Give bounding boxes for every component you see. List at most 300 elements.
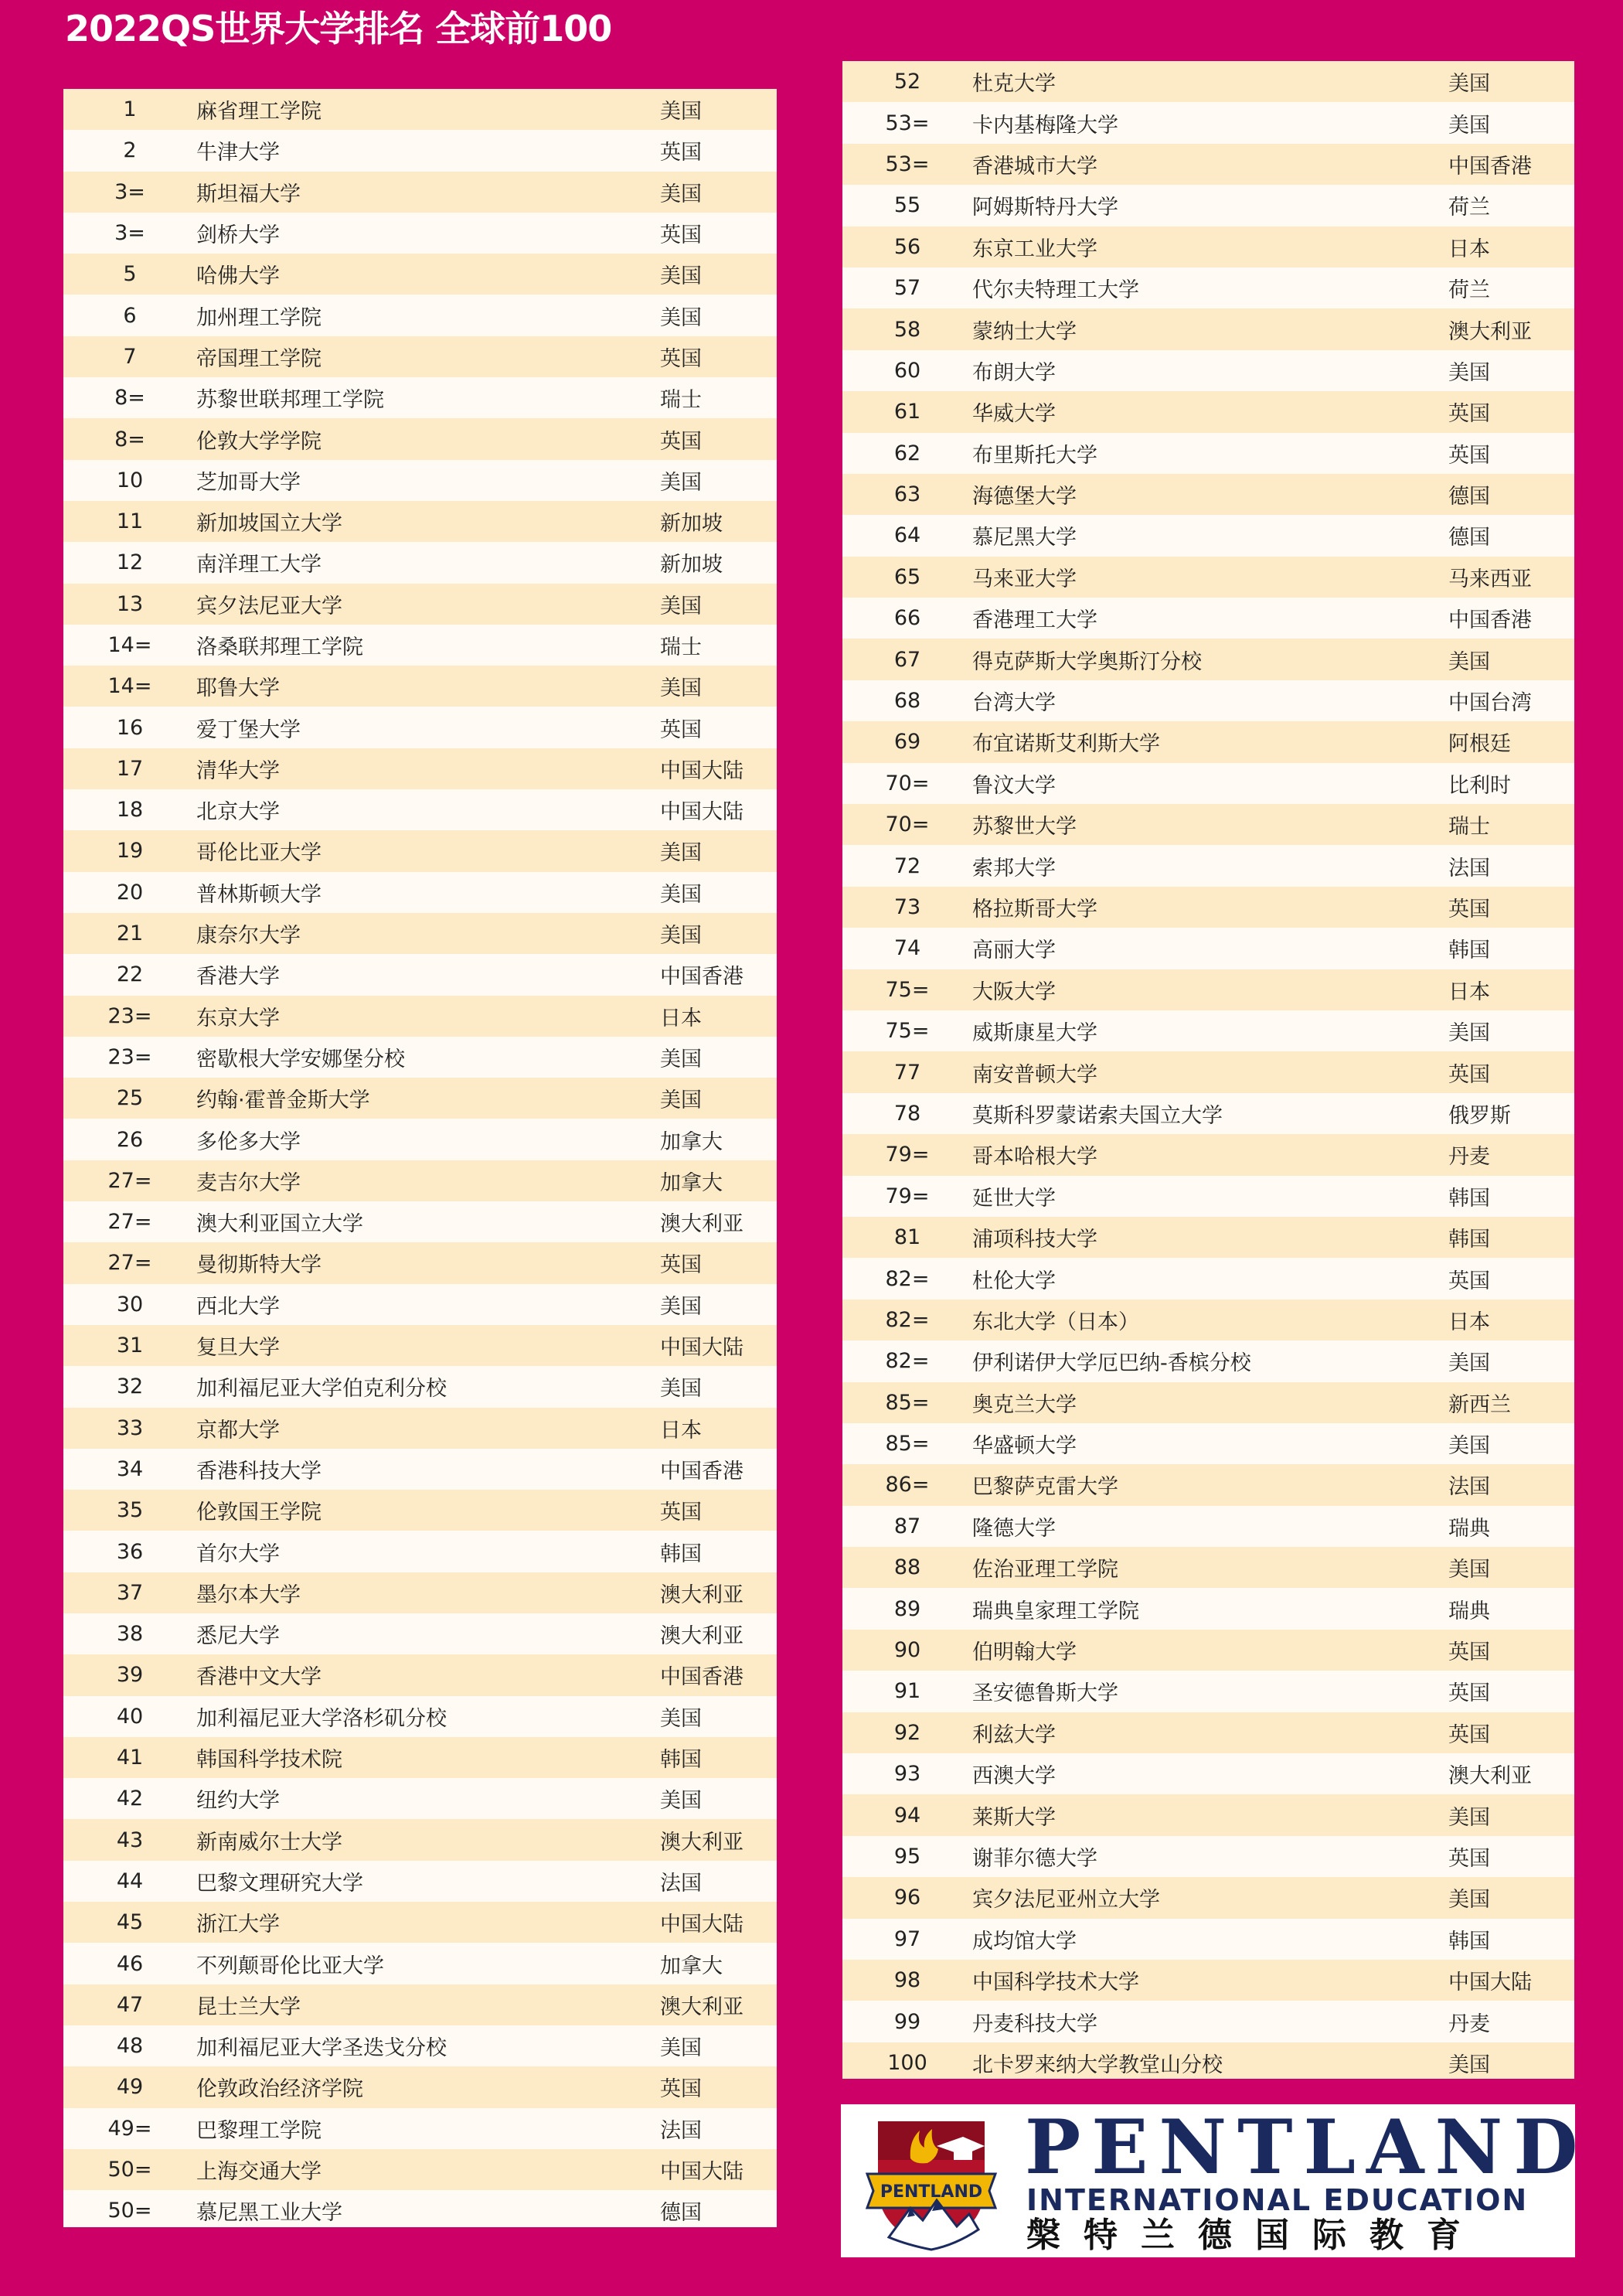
- table-row: [63, 1613, 777, 1654]
- university-name-cell: 西澳大学: [972, 1764, 1056, 1789]
- table-row: [63, 830, 777, 871]
- country-cell: 韩国: [660, 1541, 702, 1566]
- university-name-cell: 麦吉尔大学: [196, 1170, 301, 1195]
- country-cell: 美国: [660, 100, 702, 124]
- table-row: [63, 295, 777, 336]
- university-name-cell: 墨尔本大学: [196, 1582, 301, 1607]
- university-name-cell: 普林斯顿大学: [196, 882, 322, 907]
- rank-cell: 75=: [885, 977, 930, 1002]
- table-row: [842, 598, 1574, 639]
- rank-cell: 93: [893, 1762, 921, 1787]
- country-cell: 英国: [1448, 443, 1490, 468]
- table-row: [63, 1984, 777, 2025]
- country-cell: 中国大陆: [660, 1336, 743, 1361]
- country-cell: 英国: [660, 1253, 702, 1278]
- university-name-cell: 清华大学: [196, 758, 280, 783]
- rank-cell: 32: [116, 1375, 144, 1399]
- rank-cell: 91: [893, 1679, 921, 1704]
- rank-cell: 97: [893, 1926, 921, 1951]
- rank-cell: 43: [116, 1828, 144, 1852]
- rank-cell: 100: [887, 2050, 927, 2075]
- country-cell: 俄罗斯: [1448, 1103, 1511, 1128]
- country-cell: 英国: [660, 1501, 702, 1525]
- rank-cell: 49=: [107, 2116, 152, 2141]
- university-name-cell: 哥伦比亚大学: [196, 841, 322, 866]
- rank-cell: 44: [116, 1868, 144, 1893]
- table-row: [842, 1010, 1574, 1051]
- university-name-cell: 香港科技大学: [196, 1459, 322, 1484]
- university-name-cell: 香港中文大学: [196, 1665, 322, 1690]
- country-cell: 日本: [1448, 979, 1490, 1004]
- rank-cell: 25: [116, 1086, 144, 1111]
- table-row: [63, 172, 777, 213]
- country-cell: 澳大利亚: [660, 1624, 743, 1649]
- university-name-cell: 伦敦国王学院: [196, 1501, 322, 1525]
- university-name-cell: 伯明翰大学: [972, 1640, 1077, 1665]
- rank-cell: 27=: [107, 1210, 152, 1235]
- university-name-cell: 昆士兰大学: [196, 1995, 301, 2019]
- table-row: [842, 61, 1574, 102]
- rank-cell: 42: [116, 1787, 144, 1811]
- university-name-cell: 格拉斯哥大学: [972, 898, 1097, 921]
- university-name-cell: 东京大学: [196, 1006, 280, 1030]
- university-name-cell: 杜伦大学: [972, 1269, 1056, 1293]
- rank-cell: 82=: [885, 1266, 930, 1291]
- rank-cell: 85=: [885, 1390, 930, 1415]
- university-name-cell: 剑桥大学: [196, 223, 280, 248]
- table-row: [63, 1119, 777, 1160]
- university-name-cell: 加利福尼亚大学圣迭戈分校: [196, 2036, 447, 2061]
- country-cell: 美国: [660, 1377, 702, 1402]
- country-cell: 英国: [1448, 1722, 1490, 1747]
- rank-cell: 46: [116, 1951, 144, 1976]
- university-name-cell: 慕尼黑工业大学: [196, 2201, 342, 2226]
- country-cell: 美国: [1448, 1021, 1490, 1046]
- country-cell: 澳大利亚: [1448, 319, 1532, 344]
- university-name-cell: 东京工业大学: [972, 237, 1097, 261]
- university-name-cell: 加利福尼亚大学洛杉矶分校: [196, 1706, 447, 1731]
- rank-cell: 41: [116, 1746, 144, 1770]
- table-row: [63, 2066, 777, 2107]
- university-name-cell: 哈佛大学: [196, 264, 280, 289]
- university-name-cell: 大阪大学: [972, 979, 1056, 1004]
- table-row: [63, 213, 777, 254]
- rank-cell: 95: [893, 1844, 921, 1868]
- rank-cell: 52: [893, 70, 921, 94]
- country-cell: 美国: [1448, 113, 1490, 138]
- country-cell: 韩国: [660, 1748, 702, 1773]
- table-row: [63, 1943, 777, 1984]
- country-cell: 日本: [1448, 1310, 1490, 1334]
- table-row: [842, 1919, 1574, 1960]
- table-row: [63, 1449, 777, 1490]
- university-name-cell: 巴黎理工学院: [196, 2118, 322, 2143]
- rank-cell: 20: [116, 880, 144, 904]
- rank-cell: 37: [116, 1580, 144, 1605]
- university-name-cell: 多伦多大学: [196, 1129, 301, 1154]
- country-cell: 中国香港: [1448, 608, 1532, 633]
- table-row: [63, 336, 777, 377]
- shield-crest-icon: [863, 2114, 1000, 2251]
- table-row: [842, 1340, 1574, 1381]
- university-name-cell: 浙江大学: [196, 1913, 280, 1937]
- country-cell: 英国: [1448, 1846, 1490, 1871]
- table-row: [63, 501, 777, 542]
- table-row: [842, 1960, 1574, 2001]
- university-name-cell: 台湾大学: [972, 691, 1056, 716]
- rank-cell: 86=: [885, 1473, 930, 1497]
- rank-cell: 49: [116, 2075, 144, 2100]
- university-name-cell: 上海交通大学: [196, 2159, 322, 2184]
- rank-cell: 47: [116, 1992, 144, 2017]
- table-row: [842, 557, 1574, 598]
- table-row: [842, 1423, 1574, 1464]
- country-cell: 中国香港: [660, 1665, 743, 1690]
- country-cell: 荷兰: [1448, 196, 1490, 220]
- country-cell: 中国大陆: [660, 1913, 743, 1937]
- country-cell: 阿根廷: [1448, 732, 1511, 757]
- table-row: [842, 1464, 1574, 1505]
- university-name-cell: 莫斯科罗蒙诺索夫国立大学: [972, 1103, 1223, 1128]
- university-name-cell: 高丽大学: [972, 938, 1056, 963]
- university-name-cell: 宾夕法尼亚大学: [196, 594, 342, 618]
- university-name-cell: 海德堡大学: [972, 485, 1077, 509]
- rank-cell: 87: [893, 1514, 921, 1538]
- table-row: [842, 308, 1574, 349]
- table-row: [842, 1382, 1574, 1423]
- table-row: [63, 1861, 777, 1902]
- university-name-cell: 马来亚大学: [972, 567, 1077, 591]
- rank-cell: 8=: [114, 427, 145, 451]
- country-cell: 美国: [660, 264, 702, 289]
- country-cell: 美国: [660, 182, 702, 206]
- university-name-cell: 丹麦科技大学: [972, 2012, 1097, 2036]
- table-row: [63, 542, 777, 583]
- table-row: [63, 1490, 777, 1531]
- university-name-cell: 华盛顿大学: [972, 1434, 1077, 1459]
- university-name-cell: 芝加哥大学: [196, 470, 301, 495]
- table-row: [63, 1284, 777, 1325]
- country-cell: 英国: [660, 2077, 702, 2102]
- table-row: [63, 1902, 777, 1943]
- table-row: [842, 350, 1574, 391]
- university-name-cell: 华威大学: [972, 402, 1056, 427]
- table-row: [842, 267, 1574, 308]
- table-row: [842, 2042, 1574, 2079]
- rank-cell: 79=: [885, 1184, 930, 1208]
- rank-cell: 85=: [885, 1432, 930, 1456]
- rank-cell: 6: [123, 303, 137, 328]
- rank-cell: 90: [893, 1638, 921, 1663]
- university-name-cell: 南安普顿大学: [972, 1062, 1097, 1087]
- table-row: [63, 377, 777, 418]
- university-name-cell: 中国科学技术大学: [972, 1971, 1139, 1995]
- rank-cell: 94: [893, 1803, 921, 1828]
- university-name-cell: 巴黎文理研究大学: [196, 1871, 363, 1896]
- country-cell: 美国: [1448, 360, 1490, 385]
- table-row: [63, 1778, 777, 1819]
- university-name-cell: 奥克兰大学: [972, 1392, 1077, 1417]
- university-name-cell: 悉尼大学: [196, 1624, 280, 1649]
- rank-cell: 98: [893, 1968, 921, 1993]
- table-row: [842, 433, 1574, 474]
- university-name-cell: 北卡罗来纳大学教堂山分校: [972, 2052, 1223, 2077]
- table-row: [842, 1258, 1574, 1299]
- table-row: [63, 707, 777, 748]
- rank-cell: 48: [116, 2034, 144, 2059]
- country-cell: 马来西亚: [1448, 567, 1532, 591]
- country-cell: 英国: [660, 346, 702, 371]
- country-cell: 英国: [1448, 898, 1490, 921]
- country-cell: 澳大利亚: [1448, 1764, 1532, 1789]
- university-name-cell: 约翰·霍普金斯大学: [196, 1088, 370, 1113]
- rank-cell: 62: [893, 441, 921, 465]
- university-name-cell: 蒙纳士大学: [972, 319, 1077, 344]
- university-name-cell: 帝国理工学院: [196, 346, 322, 371]
- rank-cell: 14=: [107, 674, 152, 699]
- rank-cell: 79=: [885, 1143, 930, 1167]
- country-cell: 荷兰: [1448, 278, 1490, 303]
- university-name-cell: 佐治亚理工学院: [972, 1558, 1118, 1582]
- country-cell: 法国: [660, 2118, 702, 2143]
- rank-cell: 5: [123, 262, 137, 287]
- table-row: [63, 913, 777, 954]
- university-name-cell: 布朗大学: [972, 360, 1056, 385]
- country-cell: 美国: [660, 841, 702, 866]
- table-row: [842, 887, 1574, 928]
- table-row: [842, 1300, 1574, 1340]
- country-cell: 美国: [660, 594, 702, 618]
- country-cell: 美国: [660, 1088, 702, 1113]
- country-cell: 美国: [1448, 72, 1490, 97]
- rank-cell: 58: [893, 317, 921, 342]
- university-name-cell: 哥本哈根大学: [972, 1145, 1097, 1170]
- country-cell: 中国大陆: [1448, 1971, 1532, 1995]
- university-name-cell: 瑞典皇家理工学院: [972, 1599, 1139, 1623]
- country-cell: 美国: [1448, 1558, 1490, 1582]
- table-row: [63, 418, 777, 459]
- rank-cell: 50=: [107, 2157, 152, 2182]
- university-name-cell: 得克萨斯大学奥斯汀分校: [972, 649, 1202, 674]
- table-row: [842, 928, 1574, 969]
- rank-cell: 27=: [107, 1168, 152, 1193]
- rank-cell: 14=: [107, 633, 152, 657]
- table-row: [842, 969, 1574, 1010]
- rank-cell: 3=: [114, 221, 145, 246]
- university-name-cell: 鲁汶大学: [972, 773, 1056, 798]
- rank-cell: 2: [123, 138, 137, 163]
- country-cell: 澳大利亚: [660, 1830, 743, 1855]
- rank-cell: 33: [116, 1415, 144, 1440]
- rank-cell: 68: [893, 689, 921, 714]
- university-name-cell: 布宜诺斯艾利斯大学: [972, 732, 1160, 757]
- table-row: [63, 1325, 777, 1366]
- rank-cell: 50=: [107, 2199, 152, 2223]
- university-name-cell: 复旦大学: [196, 1336, 280, 1361]
- table-row: [842, 1753, 1574, 1794]
- country-cell: 新加坡: [660, 553, 723, 577]
- rank-cell: 53=: [885, 152, 930, 176]
- rank-cell: 96: [893, 1886, 921, 1910]
- table-row: [63, 1408, 777, 1449]
- country-cell: 澳大利亚: [660, 1995, 743, 2019]
- university-name-cell: 索邦大学: [972, 856, 1056, 881]
- rank-cell: 56: [893, 234, 921, 259]
- country-cell: 中国香港: [1448, 154, 1532, 179]
- rank-cell: 81: [893, 1225, 921, 1250]
- country-cell: 英国: [1448, 1681, 1490, 1706]
- rank-cell: 61: [893, 400, 921, 424]
- brand-chinese-name: 槃特兰德国际教育: [1026, 2216, 1484, 2255]
- university-name-cell: 曼彻斯特大学: [196, 1253, 322, 1278]
- country-cell: 韩国: [1448, 938, 1490, 963]
- country-cell: 澳大利亚: [660, 1582, 743, 1607]
- rank-cell: 74: [893, 936, 921, 961]
- rank-cell: 13: [116, 591, 144, 616]
- country-cell: 韩国: [1448, 1929, 1490, 1954]
- country-cell: 美国: [660, 1294, 702, 1319]
- rank-cell: 1: [123, 97, 137, 122]
- university-name-cell: 斯坦福大学: [196, 182, 301, 206]
- rank-cell: 69: [893, 730, 921, 755]
- university-name-cell: 洛桑联邦理工学院: [196, 635, 363, 659]
- table-row: [842, 185, 1574, 226]
- country-cell: 中国大陆: [660, 800, 743, 825]
- country-cell: 英国: [1448, 1062, 1490, 1087]
- university-name-cell: 苏黎世大学: [972, 815, 1077, 840]
- country-cell: 美国: [660, 882, 702, 907]
- rank-cell: 67: [893, 647, 921, 672]
- country-cell: 英国: [1448, 402, 1490, 427]
- table-row: [63, 1078, 777, 1119]
- table-row: [63, 2149, 777, 2190]
- university-name-cell: 不列颠哥伦比亚大学: [196, 1954, 384, 1978]
- country-cell: 美国: [660, 305, 702, 330]
- country-cell: 中国大陆: [660, 2159, 743, 2184]
- table-row: [842, 763, 1574, 804]
- country-cell: 法国: [1448, 1475, 1490, 1500]
- country-cell: 日本: [660, 1006, 702, 1030]
- table-row: [842, 845, 1574, 886]
- table-row: [63, 89, 777, 130]
- rank-cell: 57: [893, 276, 921, 301]
- country-cell: 英国: [660, 223, 702, 248]
- university-name-cell: 东北大学（日本）: [972, 1310, 1139, 1334]
- country-cell: 中国香港: [660, 1459, 743, 1484]
- university-name-cell: 莱斯大学: [972, 1805, 1056, 1830]
- country-cell: 德国: [660, 2201, 702, 2226]
- table-row: [63, 789, 777, 830]
- rank-cell: 89: [893, 1596, 921, 1621]
- country-cell: 美国: [1448, 1351, 1490, 1376]
- rank-cell: 23=: [107, 1044, 152, 1069]
- university-name-cell: 京都大学: [196, 1418, 280, 1443]
- university-name-cell: 北京大学: [196, 800, 280, 825]
- university-name-cell: 首尔大学: [196, 1541, 280, 1566]
- table-row: [842, 2001, 1574, 2042]
- university-name-cell: 香港理工大学: [972, 608, 1097, 633]
- country-cell: 韩国: [1448, 1186, 1490, 1211]
- country-cell: 新西兰: [1448, 1392, 1511, 1417]
- university-name-cell: 康奈尔大学: [196, 924, 301, 949]
- university-name-cell: 杜克大学: [972, 72, 1056, 97]
- country-cell: 瑞典: [1448, 1599, 1490, 1623]
- country-cell: 中国香港: [660, 965, 743, 990]
- table-row: [842, 1712, 1574, 1753]
- university-name-cell: 慕尼黑大学: [972, 526, 1077, 550]
- table-row: [842, 1506, 1574, 1547]
- country-cell: 美国: [1448, 1805, 1490, 1830]
- table-row: [63, 2190, 777, 2227]
- university-name-cell: 阿姆斯特丹大学: [972, 196, 1118, 220]
- pentland-logo: [841, 2104, 1589, 2257]
- country-cell: 美国: [660, 1706, 702, 1731]
- university-name-cell: 牛津大学: [196, 141, 280, 165]
- table-row: [842, 1836, 1574, 1877]
- university-name-cell: 加州理工学院: [196, 305, 322, 330]
- university-name-cell: 爱丁堡大学: [196, 717, 301, 742]
- rank-cell: 73: [893, 895, 921, 919]
- university-name-cell: 伊利诺伊大学厄巴纳-香槟分校: [972, 1351, 1251, 1376]
- rank-cell: 11: [116, 509, 144, 534]
- table-row: [63, 1696, 777, 1737]
- country-cell: 瑞士: [1448, 815, 1490, 840]
- table-row: [63, 2025, 777, 2066]
- table-row: [63, 460, 777, 501]
- country-cell: 美国: [1448, 649, 1490, 674]
- country-cell: 日本: [1448, 237, 1490, 261]
- rank-cell: 12: [116, 550, 144, 575]
- table-row: [63, 1531, 777, 1572]
- country-cell: 澳大利亚: [660, 1212, 743, 1237]
- country-cell: 美国: [1448, 2052, 1490, 2077]
- table-row: [63, 1366, 777, 1407]
- country-cell: 日本: [660, 1418, 702, 1443]
- table-row: [842, 1671, 1574, 1712]
- table-row: [842, 1588, 1574, 1629]
- rank-cell: 30: [116, 1292, 144, 1317]
- table-row: [842, 721, 1574, 762]
- table-row: [842, 1217, 1574, 1258]
- country-cell: 加拿大: [660, 1170, 723, 1195]
- table-row: [63, 584, 777, 625]
- rank-cell: 92: [893, 1720, 921, 1745]
- table-row: [842, 144, 1574, 185]
- rank-cell: 99: [893, 2009, 921, 2034]
- table-row: [842, 474, 1574, 515]
- rank-cell: 77: [893, 1060, 921, 1085]
- country-cell: 美国: [1448, 1888, 1490, 1913]
- country-cell: 美国: [1448, 1434, 1490, 1459]
- rank-cell: 23=: [107, 1003, 152, 1028]
- country-cell: 瑞士: [660, 388, 702, 413]
- table-row: [842, 1093, 1574, 1134]
- table-row: [842, 1176, 1574, 1217]
- rank-cell: 70=: [885, 771, 930, 795]
- table-row: [842, 804, 1574, 845]
- country-cell: 中国台湾: [1448, 691, 1532, 716]
- rank-cell: 16: [116, 715, 144, 740]
- ranking-table-left: [63, 89, 777, 2227]
- table-row: [63, 1160, 777, 1201]
- country-cell: 德国: [1448, 526, 1490, 550]
- university-name-cell: 隆德大学: [972, 1516, 1056, 1541]
- university-name-cell: 耶鲁大学: [196, 676, 280, 701]
- country-cell: 英国: [660, 429, 702, 454]
- table-row: [842, 391, 1574, 432]
- country-cell: 德国: [1448, 485, 1490, 509]
- country-cell: 美国: [660, 470, 702, 495]
